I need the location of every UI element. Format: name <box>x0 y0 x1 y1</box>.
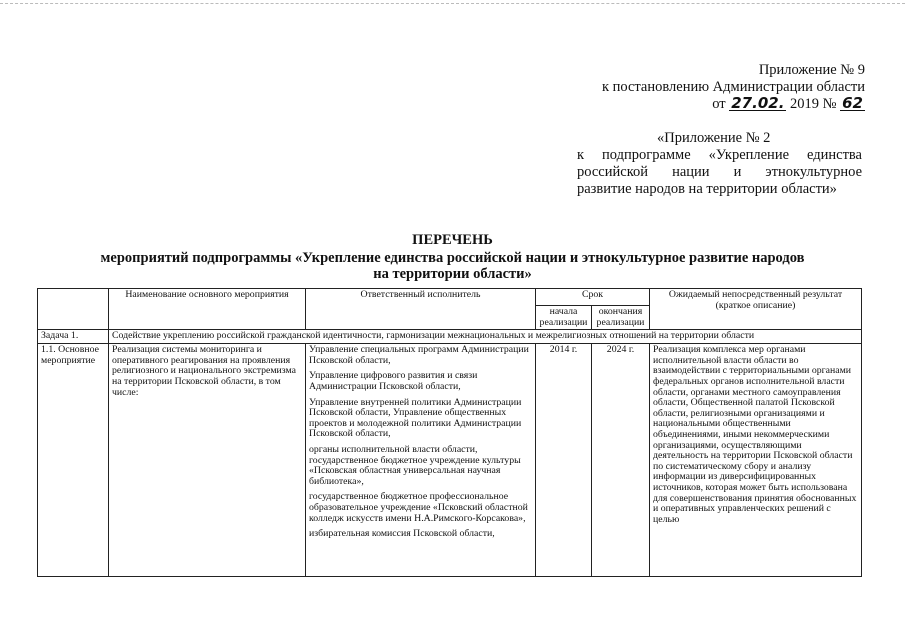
row-start: 2014 г. <box>536 344 592 577</box>
appendix-2-line-4: развитие народов на территории области» <box>577 181 837 197</box>
table-header-row-1 <box>38 289 862 306</box>
appendix-2-line-2: к подпрограмме «Укрепление единства <box>577 147 862 163</box>
executor-item: Управление цифрового развития и связи Администрации Псковской области, <box>309 370 478 392</box>
task-label: Задача 1. <box>38 330 109 344</box>
header-start: начала реализации <box>536 306 592 330</box>
row-number: 1.1. Основное мероприятие <box>38 344 109 577</box>
header-term: Срок <box>536 289 650 306</box>
appendix-9-header <box>580 62 865 113</box>
header-number-cell <box>38 289 109 330</box>
appendix-9-resolution: к постановлению Администрации области <box>601 79 865 95</box>
appendix-2-line-3: российской нации и этнокультурное <box>577 164 862 180</box>
executor-item: органы исполнительной власти области, государственное бюджетное учреждение культуры «Псковская областная универсальная научная библиотека», <box>309 443 521 487</box>
row-end: 2024 г. <box>592 344 650 577</box>
appendix-9-date-line <box>580 96 865 113</box>
table-row <box>38 344 862 577</box>
number-sign: № <box>822 96 837 112</box>
header-executor: Ответственный исполнитель <box>306 289 536 330</box>
task-text: Содействие укреплению российской гражданской идентичности, гармонизации межнациональных и межрелигиозных отношений на территории области <box>109 330 862 344</box>
executor-item: Управление внутренней политики Администрации Псковской области, Управление общественных проектов и молодежной политики Администрации Псковской области, <box>309 396 522 440</box>
handwritten-number: 62 <box>842 94 863 112</box>
appendix-2-title: «Приложение № 2 <box>657 130 771 146</box>
row-result: Реализация комплекса мер органами исполнительной власти области во взаимодействии с территориальными органами федеральных органов исполнительной власти области, органами местного самоуправления области, Общественной палатой Псковской области, религиозными организациями и национальными общественными объединениями, иными некоммерческими организациями, осуществляющими деятельность на территории Псковской области по систематическому сбору и анализу информации из диверсифицированных источников, которая может быть использована для совершенствования принятия обоснованных и оперативных управленческих решений с целью <box>650 344 862 577</box>
activities-table <box>37 288 862 577</box>
row-executors <box>306 344 536 577</box>
header-name: Наименование основного мероприятия <box>109 289 306 330</box>
page-top-edge <box>0 3 905 4</box>
executor-item: Управление специальных программ Администрации Псковской области, <box>309 344 529 366</box>
appendix-2-header <box>577 130 862 198</box>
header-result: Ожидаемый непосредственный результат (краткое описание) <box>650 289 862 330</box>
executor-item: избирательная комиссия Псковской области, <box>309 528 495 540</box>
appendix-9-title: Приложение № 9 <box>758 62 865 78</box>
document-subtitle-line-2: на территории области» <box>373 266 532 282</box>
document-subtitle-line-1: мероприятий подпрограммы «Укрепление единства российской нации и этнокультурное развитие народов <box>100 250 805 266</box>
executor-item: государственное бюджетное профессиональное образовательное учреждение «Псковский областной колледж искусств имени Н.А.Римского-Корсакова», <box>309 491 528 524</box>
date-prefix: от <box>712 96 726 112</box>
task-row <box>38 330 862 344</box>
header-end: окончания реализации <box>592 306 650 330</box>
handwritten-date: 27.02. <box>731 94 785 112</box>
document-title: ПЕРЕЧЕНЬ <box>412 232 493 248</box>
year: 2019 <box>790 96 820 112</box>
row-activity-name: Реализация системы мониторинга и оперативного реагирования на проявления религиозного и национального экстремизма на территории Псковской области, в том числе: <box>109 344 306 577</box>
